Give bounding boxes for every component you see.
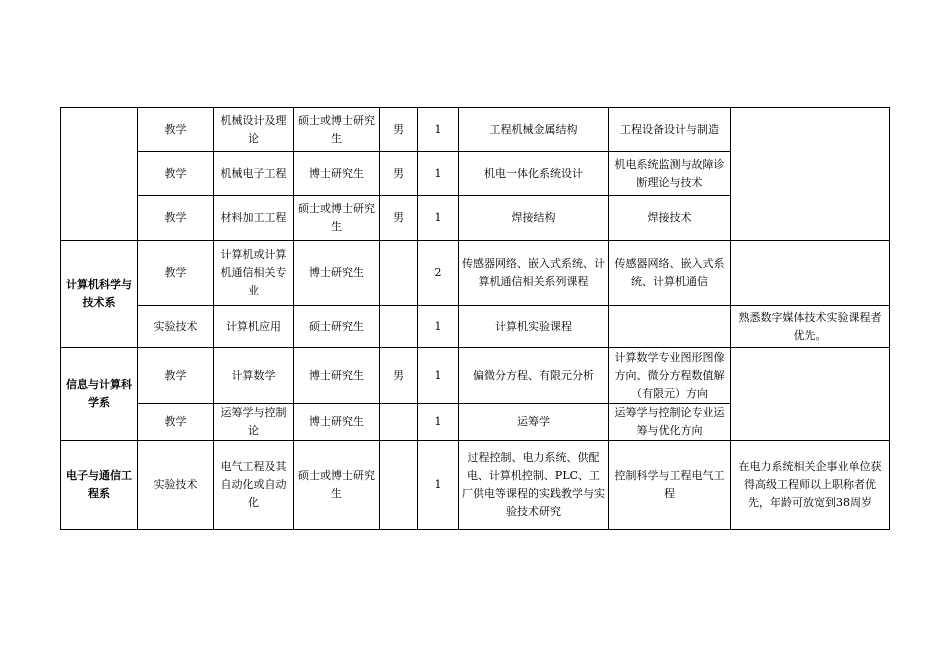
table-row (61, 441, 890, 530)
research-cell: 工程设备设计与制造 (609, 108, 731, 152)
count-cell: 1 (418, 306, 459, 348)
research-cell: 焊接技术 (609, 196, 731, 241)
major-cell: 材料加工工程 (214, 196, 294, 241)
degree-cell: 硕士或博士研究生 (294, 196, 380, 241)
course-cell: 机电一体化系统设计 (459, 152, 609, 196)
gender-cell (380, 404, 418, 441)
table-row (61, 306, 890, 348)
table-row (61, 108, 890, 152)
gender-cell: 男 (380, 348, 418, 404)
gender-cell (380, 241, 418, 306)
degree-cell: 硕士或博士研究生 (294, 108, 380, 152)
table-row (61, 348, 890, 404)
gender-cell (380, 306, 418, 348)
gender-cell: 男 (380, 196, 418, 241)
post-cell: 教学 (138, 348, 214, 404)
course-cell: 过程控制、电力系统、供配电、计算机控制、PLC、工厂供电等课程的实践教学与实验技术研究 (459, 441, 609, 530)
major-cell: 运筹学与控制论 (214, 404, 294, 441)
major-cell: 计算数学 (214, 348, 294, 404)
dept-cell: 电子与通信工程系 (61, 441, 138, 530)
count-cell: 1 (418, 108, 459, 152)
count-cell: 1 (418, 404, 459, 441)
course-cell: 焊接结构 (459, 196, 609, 241)
degree-cell: 硕士研究生 (294, 306, 380, 348)
post-cell: 教学 (138, 404, 214, 441)
recruitment-table (60, 107, 890, 530)
post-cell: 教学 (138, 108, 214, 152)
major-cell: 电气工程及其自动化或自动化 (214, 441, 294, 530)
post-cell: 实验技术 (138, 306, 214, 348)
dept-cell (61, 108, 138, 241)
remark-cell (731, 241, 890, 306)
count-cell: 1 (418, 152, 459, 196)
degree-cell: 博士研究生 (294, 404, 380, 441)
degree-cell: 博士研究生 (294, 348, 380, 404)
degree-cell: 博士研究生 (294, 241, 380, 306)
count-cell: 2 (418, 241, 459, 306)
research-cell: 机电系统监测与故障诊断理论与技术 (609, 152, 731, 196)
course-cell: 传感器网络、嵌入式系统、计算机通信相关系列课程 (459, 241, 609, 306)
gender-cell (380, 441, 418, 530)
remark-cell: 在电力系统相关企事业单位获得高级工程师以上职称者优先，年龄可放宽到38周岁 (731, 441, 890, 530)
research-cell: 运筹学与控制论专业运筹与优化方向 (609, 404, 731, 441)
degree-cell: 博士研究生 (294, 152, 380, 196)
gender-cell: 男 (380, 152, 418, 196)
count-cell: 1 (418, 196, 459, 241)
remark-cell (731, 348, 890, 441)
count-cell: 1 (418, 441, 459, 530)
post-cell: 教学 (138, 241, 214, 306)
major-cell: 机械设计及理论 (214, 108, 294, 152)
course-cell: 运筹学 (459, 404, 609, 441)
post-cell: 教学 (138, 152, 214, 196)
major-cell: 机械电子工程 (214, 152, 294, 196)
dept-cell: 计算机科学与技术系 (61, 241, 138, 348)
post-cell: 实验技术 (138, 441, 214, 530)
post-cell: 教学 (138, 196, 214, 241)
count-cell: 1 (418, 348, 459, 404)
research-cell (609, 306, 731, 348)
major-cell: 计算机或计算机通信相关专业 (214, 241, 294, 306)
remark-cell: 熟悉数字媒体技术实验课程者优先。 (731, 306, 890, 348)
remark-cell (731, 108, 890, 241)
research-cell: 控制科学与工程电气工程 (609, 441, 731, 530)
course-cell: 计算机实验课程 (459, 306, 609, 348)
course-cell: 工程机械金属结构 (459, 108, 609, 152)
gender-cell: 男 (380, 108, 418, 152)
table-row (61, 241, 890, 306)
research-cell: 传感器网络、嵌入式系统、计算机通信 (609, 241, 731, 306)
degree-cell: 硕士或博士研究生 (294, 441, 380, 530)
course-cell: 偏微分方程、有限元分析 (459, 348, 609, 404)
dept-cell: 信息与计算科学系 (61, 348, 138, 441)
major-cell: 计算机应用 (214, 306, 294, 348)
research-cell: 计算数学专业图形图像方向、微分方程数值解（有限元）方向 (609, 348, 731, 404)
